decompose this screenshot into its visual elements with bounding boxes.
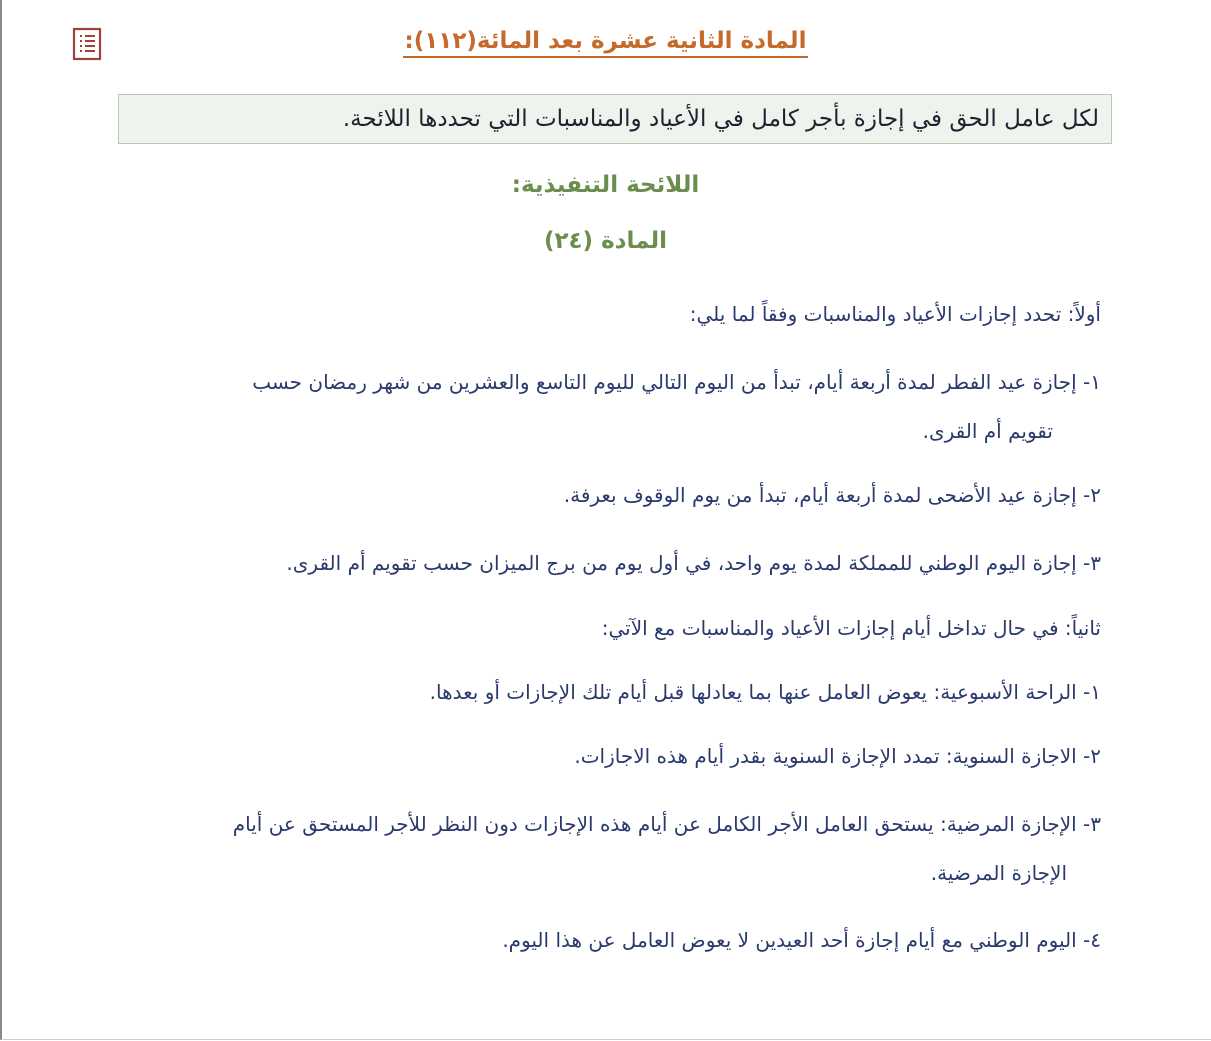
list-item xyxy=(126,728,1101,784)
list-item xyxy=(126,354,1101,459)
list-item xyxy=(126,535,1101,591)
list-item-line: ٢- إجازة عيد الأضحى لمدة أربعة أيام، تبدأ من يوم الوقوف بعرفة. xyxy=(563,483,1101,507)
article-body-box xyxy=(118,94,1112,144)
section-one-intro: أولاً: تحدد إجازات الأعياد والمناسبات وفقاً لما يلي: xyxy=(689,302,1101,326)
section-two-intro: ثانياً: في حال تداخل أيام إجازات الأعياد والمناسبات مع الآتي: xyxy=(601,616,1101,640)
list-item-line: ٣- إجازة اليوم الوطني للمملكة لمدة يوم واحد، في أول يوم من برج الميزان حسب تقويم أم القرى. xyxy=(286,551,1101,575)
list-item-continuation: تقويم أم القرى. xyxy=(922,419,1053,443)
list-item xyxy=(126,796,1101,901)
list-item-line: ٤- اليوم الوطني مع أيام إجازة أحد العيدين لا يعوض العامل عن هذا اليوم. xyxy=(502,928,1101,952)
list-item xyxy=(126,664,1101,720)
list-item xyxy=(126,912,1101,968)
regulation-article-number: المادة (٢٤) xyxy=(543,228,668,254)
article-title-text: المادة الثانية عشرة بعد المائة(١١٢): xyxy=(403,28,809,58)
list-item-continuation: الإجازة المرضية. xyxy=(930,861,1067,885)
list-item-line: ٣- الإجازة المرضية: يستحق العامل الأجر الكامل عن أيام هذه الإجازات دون النظر للأجر المستحق عن أيام xyxy=(232,812,1101,836)
article-title xyxy=(0,28,1211,54)
regulation-heading: اللائحة التنفيذية: xyxy=(511,172,700,198)
list-item-line: ٢- الاجازة السنوية: تمدد الإجازة السنوية بقدر أيام هذه الاجازات. xyxy=(574,744,1101,768)
list-item xyxy=(126,467,1101,523)
list-item-line: ١- الراحة الأسبوعية: يعوض العامل عنها بما يعادلها قبل أيام تلك الإجازات أو بعدها. xyxy=(429,680,1101,704)
article-body-text: لكل عامل الحق في إجازة بأجر كامل في الأعياد والمناسبات التي تحددها اللائحة. xyxy=(342,106,1099,132)
list-item-line: ١- إجازة عيد الفطر لمدة أربعة أيام، تبدأ من اليوم التالي لليوم التاسع والعشرين من شهر رمضان حسب xyxy=(252,370,1101,394)
